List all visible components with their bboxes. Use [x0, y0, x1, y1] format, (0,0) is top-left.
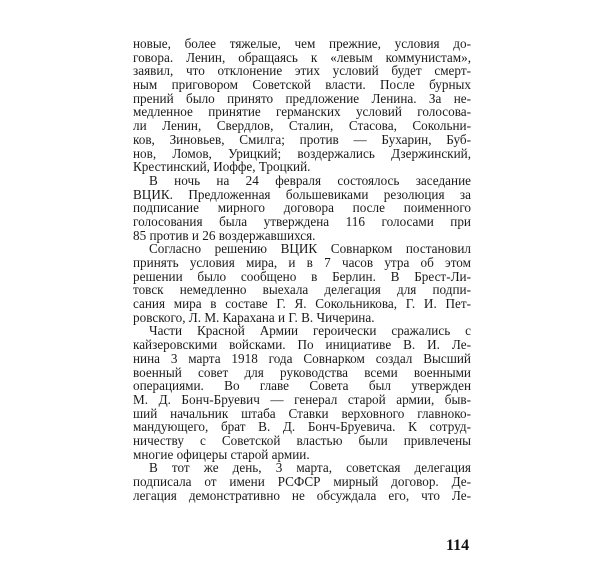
text-line: военный совет для руководства всеми военными [133, 364, 471, 380]
text-line: медленное принятие германских условий голосова- [133, 104, 471, 120]
page-number: 114 [446, 537, 470, 554]
text-line: подписание мирного договора после поименного [133, 200, 471, 216]
text-line: прений было принято предложение Ленина. За не- [133, 90, 471, 106]
text-line: ровского, Л. М. Карахана и Г. В. Чичерина. [133, 309, 375, 325]
text-line: новые, более тяжелые, чем прежние, условия до- [133, 36, 471, 51]
text-line: сания мира в составе Г. Я. Сокольникова, Г. И. Пет- [133, 296, 471, 312]
text-line: нина 3 марта 1918 года Совнарком создал Высший [133, 350, 471, 366]
text-line: 85 против и 26 воздержавшихся. [133, 227, 316, 243]
text-line: ничеству с Советской властью были привлечены [133, 432, 471, 448]
text-line: ВЦИК. Предложенная большевиками резолюция за [133, 186, 471, 202]
text-line: принять условия мира, и в 7 часов утра об этом [133, 255, 471, 270]
text-line: голосования была утверждена 116 голосами при [133, 213, 471, 229]
text-line: Части Красной Армии героически сражались с [149, 323, 471, 339]
text-line: В ночь на 24 февраля состоялось заседание [149, 172, 471, 188]
text-line: операциями. Во главе Совета был утвержден [133, 378, 471, 394]
text-line: кайзеровскими войсками. По инициативе В. И. Ле- [133, 337, 471, 353]
text-line: легация демонстративно не обсуждала его, что Ле- [133, 487, 471, 503]
text-line: нов, Ломов, Урицкий; воздержались Дзержинский, [133, 145, 471, 161]
text-line: подписала от имени РСФСР мирный договор. Де- [133, 474, 471, 489]
text-line: ли Ленин, Свердлов, Сталин, Стасова, Сокольни- [133, 118, 471, 134]
text-line: говора. Ленин, обращаясь к «левым коммунистам», [133, 49, 471, 65]
text-line: заявил, что отклонение этих условий будет смерт- [133, 63, 471, 79]
text-line: многие офицеры старой армии. [133, 446, 310, 462]
text-line: ший начальник штаба Ставки верховного главноко- [133, 405, 471, 421]
text-line: Крестинский, Иоффе, Троцкий. [133, 159, 311, 175]
text-line: ным приговором Советской власти. После бурных [133, 77, 471, 93]
paragraph [133, 461, 471, 502]
paragraph [133, 242, 471, 324]
text-line: мандующего, брат В. Д. Бонч-Бруевича. К сотруд- [133, 419, 471, 435]
text-line: решении было сообщено в Берлин. В Брест-Ли- [133, 268, 471, 284]
text-line: В тот же день, 3 марта, советская делегация [149, 460, 471, 476]
text-line: М. Д. Бонч-Бруевич — генерал старой армии, быв- [133, 391, 471, 407]
paragraph [133, 324, 471, 461]
text-line: ков, Зиновьев, Смилга; против — Бухарин, Буб- [133, 131, 471, 147]
text-line: товск немедленно выехала делегация для подпи- [133, 282, 471, 298]
paragraph [133, 174, 471, 242]
body-text [133, 37, 471, 502]
paragraph [133, 37, 471, 174]
text-line: Согласно решению ВЦИК Совнарком постановил [149, 241, 471, 257]
